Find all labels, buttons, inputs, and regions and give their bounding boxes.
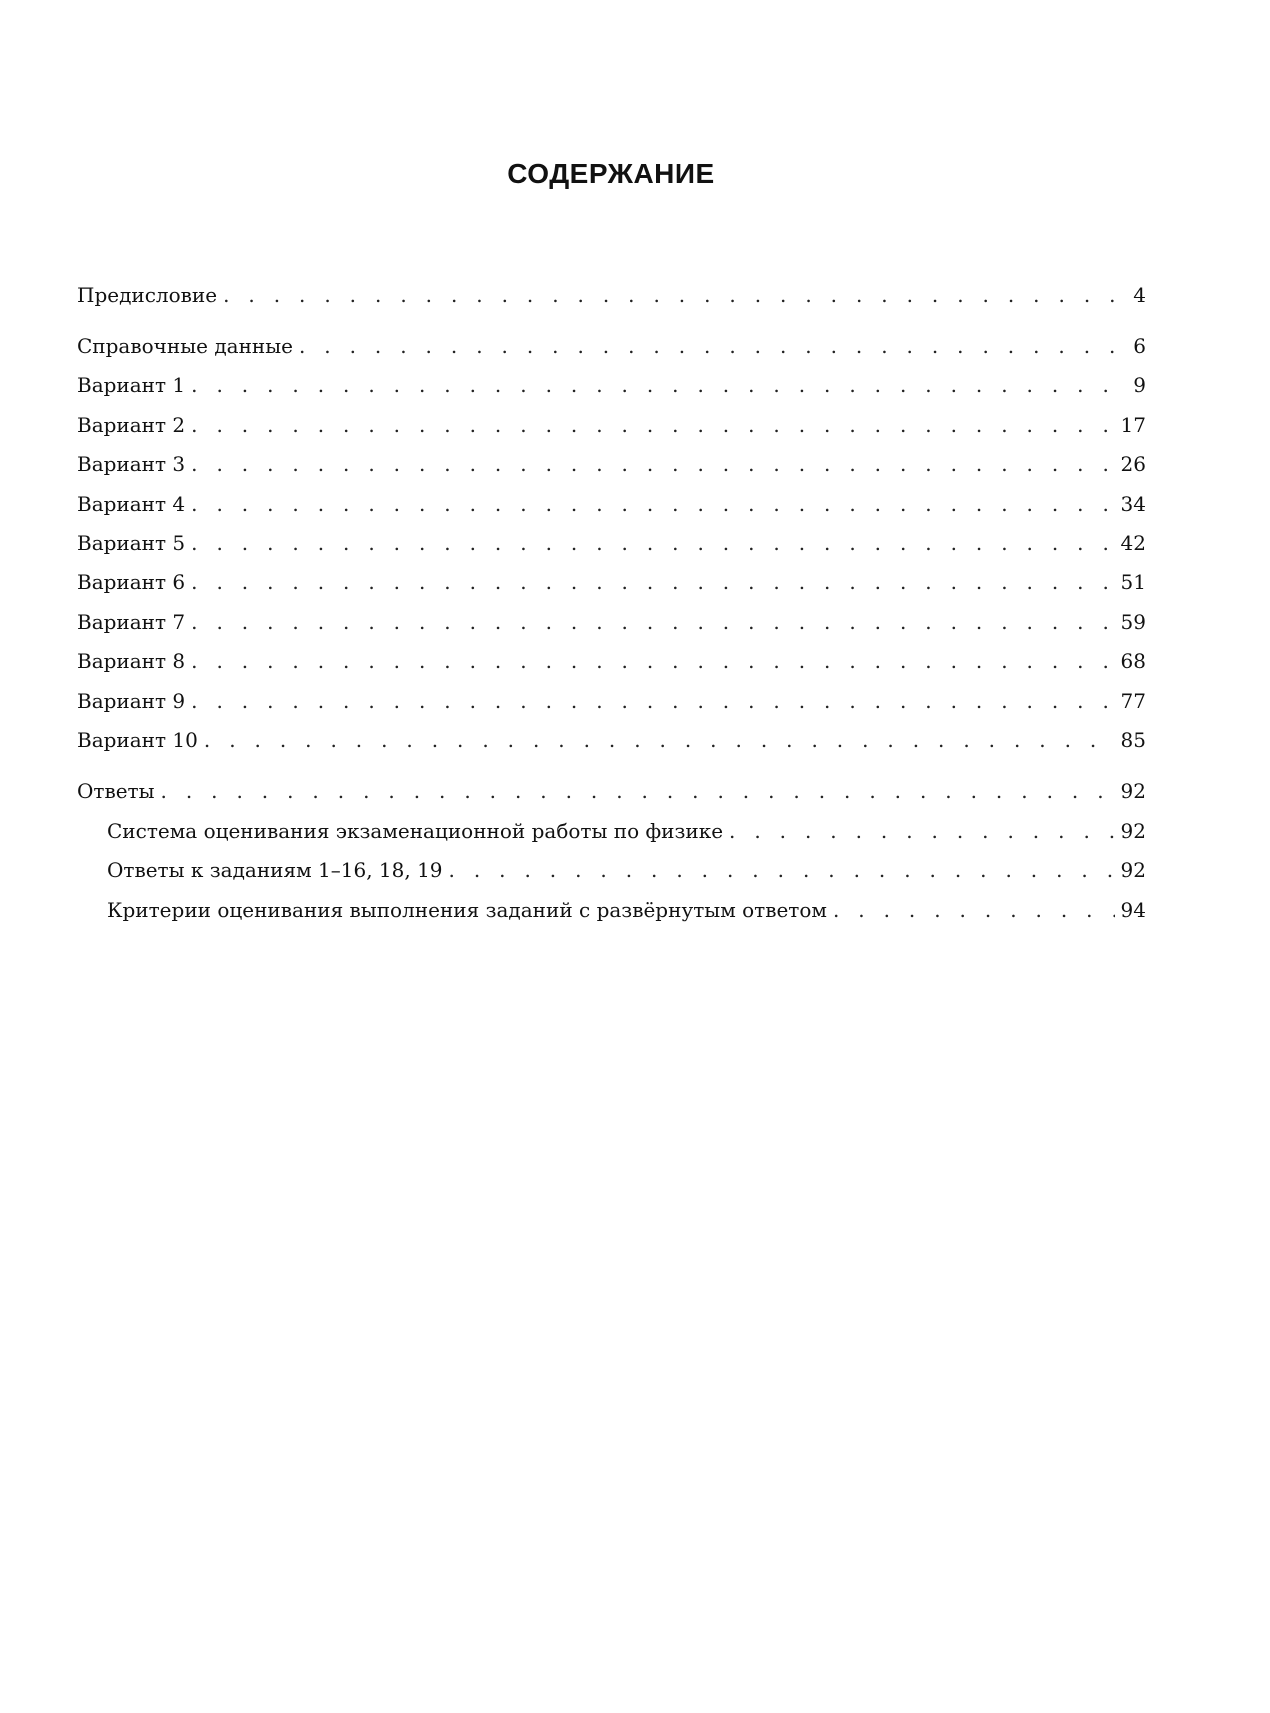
- toc-subentry-grading-system[interactable]: [107, 816, 1146, 846]
- toc-entry-variant-2[interactable]: [77, 410, 1146, 440]
- toc-dot-leader: [299, 331, 1127, 361]
- toc-entry-variant-8[interactable]: [77, 646, 1146, 676]
- toc-subentry-task-answers[interactable]: [107, 855, 1146, 885]
- toc-entry-variant-3[interactable]: [77, 449, 1146, 479]
- toc-entry-page: 17: [1120, 413, 1146, 437]
- toc-entry-page: 85: [1120, 728, 1146, 752]
- page-title: СОДЕРЖАНИЕ: [507, 158, 715, 189]
- toc-entry-label: Вариант 8: [77, 649, 186, 673]
- toc-entry-page: 26: [1120, 452, 1146, 476]
- toc-entry-page: 68: [1120, 649, 1146, 673]
- toc-entry-answers[interactable]: [77, 776, 1146, 806]
- toc-entry-label: Вариант 5: [77, 531, 186, 555]
- toc-entry-page: 9: [1133, 373, 1146, 397]
- toc-dot-leader: [729, 816, 1115, 846]
- toc-entry-page: 51: [1120, 570, 1146, 594]
- toc-entry-page: 77: [1120, 689, 1146, 713]
- toc-entry-label: Вариант 6: [77, 570, 186, 594]
- toc-entry-preface[interactable]: [77, 280, 1146, 310]
- toc-entry-variant-10[interactable]: [77, 725, 1146, 755]
- toc-entry-label: Вариант 4: [77, 492, 186, 516]
- toc-entry-variant-6[interactable]: [77, 567, 1146, 597]
- toc-dot-leader: [191, 410, 1114, 440]
- toc-entry-page: 59: [1120, 610, 1146, 634]
- toc-entry-label: Вариант 2: [77, 413, 186, 437]
- toc-dot-leader: [833, 895, 1115, 925]
- toc-dot-leader: [191, 528, 1114, 558]
- toc-entry-label: Вариант 7: [77, 610, 186, 634]
- toc-entry-variant-4[interactable]: [77, 489, 1146, 519]
- toc-entry-label: Вариант 9: [77, 689, 186, 713]
- toc-entry-label: Справочные данные: [77, 334, 293, 358]
- toc-entry-label: Вариант 1: [77, 373, 186, 397]
- toc-entry-label: Критерии оценивания выполнения заданий с развёрнутым ответом: [107, 898, 827, 922]
- toc-entry-label: Вариант 3: [77, 452, 186, 476]
- toc-entry-page: 42: [1120, 531, 1146, 555]
- toc-entry-label: Предисловие: [77, 283, 218, 307]
- toc-entry-label: Система оценивания экзаменационной работы по физике: [107, 819, 724, 843]
- toc-entry-variant-1[interactable]: [77, 370, 1146, 400]
- toc-dot-leader: [223, 280, 1127, 310]
- toc-dot-leader: [204, 725, 1115, 755]
- toc-entry-variant-9[interactable]: [77, 686, 1146, 716]
- toc-entry-variant-7[interactable]: [77, 607, 1146, 637]
- toc-dot-leader: [191, 646, 1114, 676]
- toc-entry-page: 92: [1120, 779, 1146, 803]
- toc-entry-variant-5[interactable]: [77, 528, 1146, 558]
- toc-dot-leader: [161, 776, 1115, 806]
- toc-entry-page: 4: [1133, 283, 1146, 307]
- toc-entry-label: Ответы к заданиям 1–16, 18, 19: [107, 858, 443, 882]
- toc-entry-page: 94: [1120, 898, 1146, 922]
- toc-dot-leader: [191, 489, 1114, 519]
- toc-entry-page: 6: [1133, 334, 1146, 358]
- toc-entry-page: 92: [1120, 819, 1146, 843]
- toc-dot-leader: [191, 686, 1114, 716]
- toc-dot-leader: [449, 855, 1115, 885]
- toc-entry-page: 34: [1120, 492, 1146, 516]
- toc-dot-leader: [191, 567, 1114, 597]
- toc-entry-label: Вариант 10: [77, 728, 198, 752]
- toc-entry-page: 92: [1120, 858, 1146, 882]
- toc-entry-reference-data[interactable]: [77, 331, 1146, 361]
- toc-entry-label: Ответы: [77, 779, 155, 803]
- toc-subentry-grading-criteria[interactable]: [107, 895, 1146, 925]
- toc-dot-leader: [191, 607, 1114, 637]
- toc-dot-leader: [191, 449, 1114, 479]
- toc-dot-leader: [191, 370, 1127, 400]
